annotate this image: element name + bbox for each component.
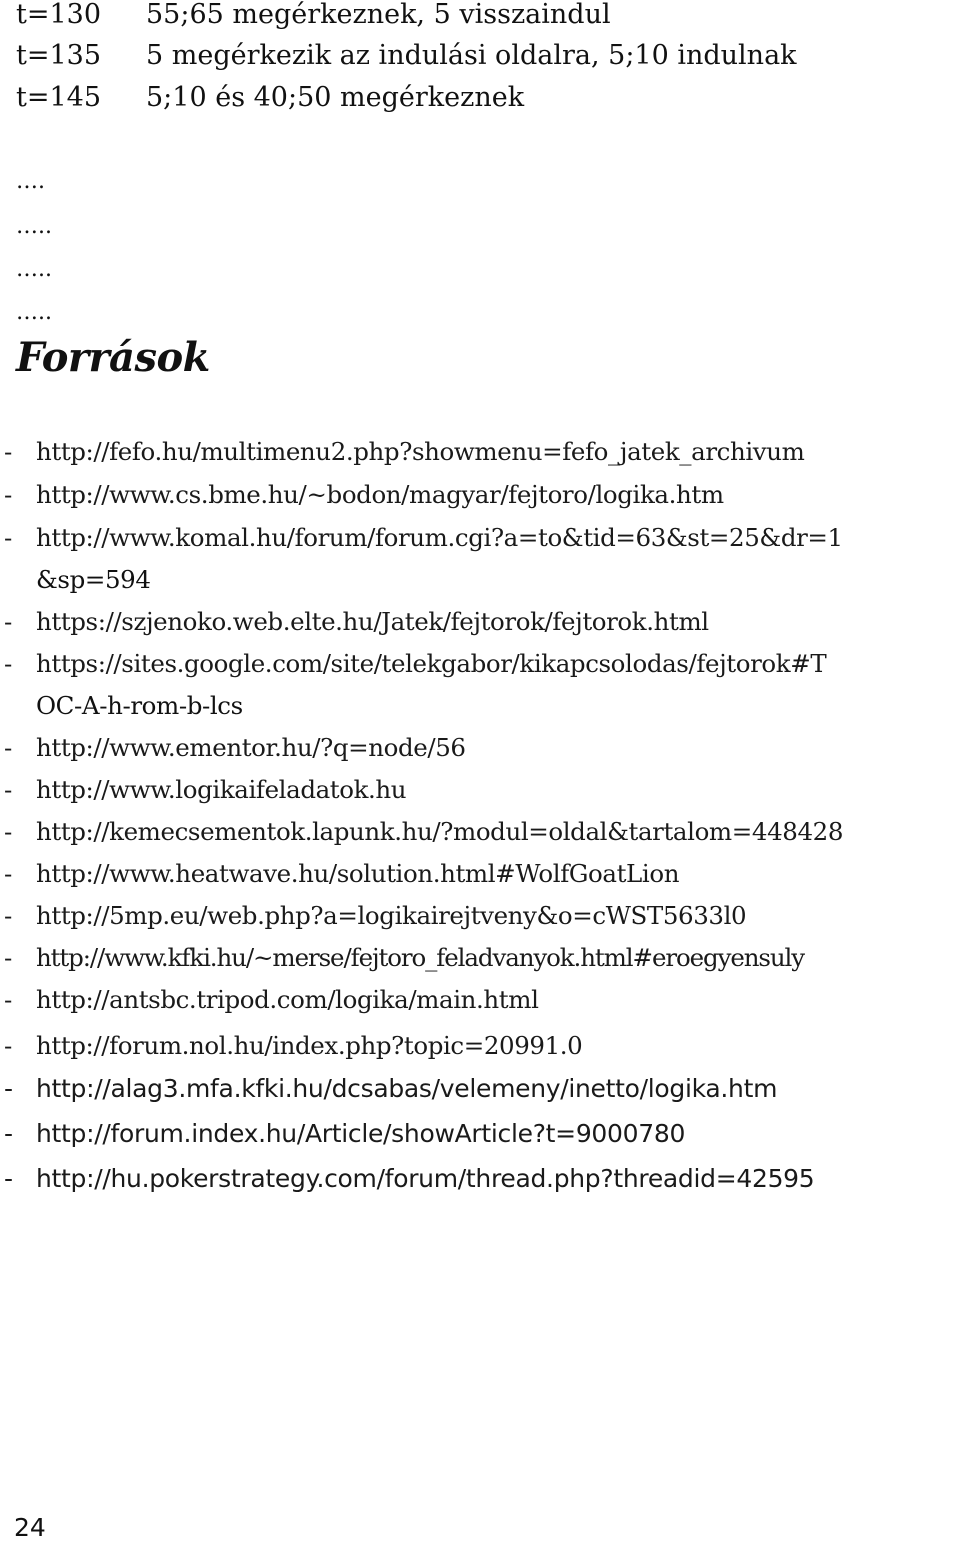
list-dash: - — [4, 607, 12, 636]
source-link-continuation[interactable]: OC-A-h-rom-b-lcs — [36, 691, 243, 720]
source-link[interactable]: http://www.logikaifeladatok.hu — [36, 775, 407, 804]
source-link[interactable]: http://www.ementor.hu/?q=node/56 — [36, 733, 466, 762]
list-dash: - — [4, 859, 12, 888]
source-link[interactable]: https://sites.google.com/site/telekgabor/kikapcsolodas/fejtorok#T — [36, 649, 827, 678]
source-link[interactable]: http://kemecsementok.lapunk.hu/?modul=oldal&tartalom=448428 — [36, 817, 844, 846]
ellipsis-line: ….. — [16, 214, 52, 239]
list-dash: - — [4, 775, 12, 804]
source-link[interactable]: http://antsbc.tripod.com/logika/main.html — [36, 985, 539, 1014]
source-link[interactable]: http://www.cs.bme.hu/~bodon/magyar/fejtoro/logika.htm — [36, 480, 724, 509]
source-link[interactable]: http://5mp.eu/web.php?a=logikairejtveny&o=cWST5633l0 — [36, 901, 747, 930]
source-link[interactable]: http://forum.index.hu/Article/showArticle?t=9000780 — [36, 1119, 686, 1148]
time-description: 5;10 és 40;50 megérkeznek — [146, 82, 525, 113]
list-dash: - — [4, 943, 12, 972]
source-link[interactable]: http://www.komal.hu/forum/forum.cgi?a=to&tid=63&st=25&dr=1 — [36, 523, 843, 552]
source-link[interactable]: http://www.kfki.hu/~merse/fejtoro_feladvanyok.html#eroegyensuly — [36, 943, 805, 972]
source-link-continuation[interactable]: &sp=594 — [36, 565, 151, 594]
time-label: t=135 — [16, 40, 102, 71]
list-dash: - — [4, 817, 12, 846]
time-label: t=145 — [16, 82, 102, 113]
list-dash: - — [4, 901, 12, 930]
list-dash: - — [4, 437, 12, 466]
page-number: 24 — [14, 1513, 46, 1542]
list-dash: - — [4, 480, 12, 509]
ellipsis-line: …. — [16, 169, 45, 194]
time-description: 5 megérkezik az indulási oldalra, 5;10 indulnak — [146, 40, 797, 71]
source-link[interactable]: http://fefo.hu/multimenu2.php?showmenu=fefo_jatek_archivum — [36, 437, 805, 466]
sources-heading: Források — [16, 334, 210, 381]
list-dash: - — [4, 985, 12, 1014]
source-link[interactable]: http://alag3.mfa.kfki.hu/dcsabas/velemeny/inetto/logika.htm — [36, 1074, 778, 1103]
time-label: t=130 — [16, 0, 102, 30]
list-dash: - — [4, 1164, 13, 1193]
list-dash: - — [4, 1119, 13, 1148]
list-dash: - — [4, 523, 12, 552]
source-link[interactable]: http://hu.pokerstrategy.com/forum/thread.php?threadid=42595 — [36, 1164, 815, 1193]
source-link[interactable]: http://www.heatwave.hu/solution.html#WolfGoatLion — [36, 859, 680, 888]
ellipsis-line: ….. — [16, 300, 52, 325]
time-description: 55;65 megérkeznek, 5 visszaindul — [146, 0, 611, 30]
list-dash: - — [4, 1074, 13, 1103]
list-dash: - — [4, 649, 12, 678]
source-link[interactable]: http://forum.nol.hu/index.php?topic=20991.0 — [36, 1031, 583, 1060]
source-link[interactable]: https://szjenoko.web.elte.hu/Jatek/fejtorok/fejtorok.html — [36, 607, 709, 636]
list-dash: - — [4, 1031, 12, 1060]
ellipsis-line: ….. — [16, 257, 52, 282]
list-dash: - — [4, 733, 12, 762]
